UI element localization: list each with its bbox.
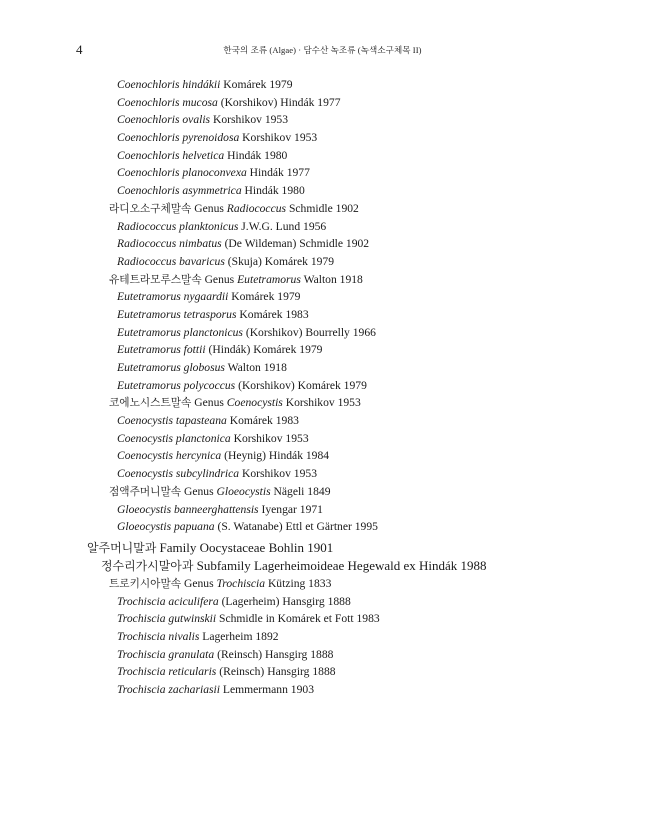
scientific-name: Eutetramorus polycoccus — [117, 378, 236, 392]
scientific-name: Radiococcus planktonicus — [117, 219, 239, 233]
korean-name: 알주머니말과 — [87, 540, 157, 555]
authority: (Reinsch) Hansgirg 1888 — [219, 665, 336, 679]
scientific-name: Trochiscia nivalis — [117, 629, 200, 643]
scientific-name: Coenocystis — [226, 396, 283, 410]
authority: Korshikov 1953 — [212, 113, 289, 127]
scientific-name: Trochiscia zachariasii — [117, 683, 220, 696]
species-entry — [0, 359, 645, 377]
scientific-name: Coenochloris asymmetrica — [117, 184, 242, 198]
subfamily-entry — [0, 557, 645, 575]
rank-label: Genus — [194, 396, 224, 410]
scientific-name: Trochiscia aciculifera — [117, 594, 219, 608]
authority: Korshikov 1953 — [242, 131, 318, 145]
korean-name: 정수리가시말아과 — [101, 558, 194, 573]
scientific-name: Eutetramorus fottii — [117, 343, 206, 357]
species-entry — [0, 593, 645, 611]
korean-name: 트로키시아말속 — [109, 576, 182, 590]
scientific-name: Trochiscia granulata — [117, 647, 215, 661]
scientific-name: Coenochloris helvetica — [117, 148, 225, 162]
scientific-name: Eutetramorus globosus — [117, 361, 225, 374]
korean-name: 코에노시스트말속 — [109, 396, 192, 410]
species-entry — [0, 341, 645, 359]
species-entry — [0, 288, 645, 306]
korean-name: 유테트라모루스말속 — [109, 272, 202, 286]
scientific-name: Trochiscia — [216, 576, 266, 590]
species-entry — [0, 324, 645, 342]
authority: Komárek 1979 — [231, 290, 301, 304]
authority: (Reinsch) Hansgirg 1888 — [217, 647, 334, 661]
rank-label: Subfamily — [196, 557, 251, 573]
scientific-name: Coenochloris ovalis — [117, 113, 211, 127]
authority: J.W.G. Lund 1956 — [241, 219, 327, 233]
scientific-name: Gloeocystis banneerghattensis — [117, 502, 259, 516]
family-entry — [0, 538, 645, 557]
species-entry — [0, 94, 645, 112]
scientific-name: Coenochloris planoconvexa — [117, 166, 247, 180]
species-entry — [0, 412, 645, 430]
authority: Hindák 1980 — [244, 184, 305, 198]
rank-label: Family — [159, 539, 197, 555]
taxon-list — [0, 76, 645, 699]
scientific-name: Eutetramorus tetrasporus — [117, 307, 237, 321]
authority: (Korshikov) Hindák 1977 — [220, 95, 341, 109]
page-number: 4 — [76, 42, 83, 57]
scientific-name: Coenochloris pyrenoidosa — [117, 131, 240, 145]
scientific-name: Eutetramorus nygaardii — [117, 290, 229, 304]
authority: Korshikov 1953 — [241, 467, 317, 481]
scientific-name: Coenocystis tapasteana — [117, 414, 227, 428]
scientific-name: Oocystaceae — [199, 539, 266, 555]
genus-entry — [0, 200, 645, 218]
species-entry — [0, 501, 645, 519]
running-header: 한국의 조류 (Algae) · 담수산 녹조류 (녹색소구체목 II) — [223, 45, 422, 55]
korean-name: 점액주머니말속 — [109, 484, 182, 498]
scientific-name: Coenochloris hindákii — [117, 78, 221, 91]
authority: Bohlin 1901 — [268, 539, 334, 555]
authority: Hindák 1980 — [227, 148, 288, 162]
species-entry — [0, 681, 645, 699]
authority: Kützing 1833 — [267, 576, 332, 590]
species-entry — [0, 253, 645, 271]
species-entry — [0, 218, 645, 236]
authority: Nägeli 1849 — [273, 484, 331, 498]
rank-label: Genus — [183, 576, 214, 590]
species-entry — [0, 628, 645, 646]
authority: Schmidle 1902 — [288, 201, 359, 215]
authority: Walton 1918 — [303, 272, 363, 286]
authority: (Heynig) Hindák 1984 — [224, 449, 330, 463]
authority: Komárek 1983 — [229, 414, 299, 428]
rank-label: Genus — [183, 484, 214, 498]
korean-name: 라디오소구체말속 — [109, 201, 192, 215]
scientific-name: Coenocystis hercynica — [117, 449, 222, 463]
scientific-name: Radiococcus bavaricus — [117, 254, 225, 268]
species-entry — [0, 76, 645, 94]
authority: (Hindák) Komárek 1979 — [208, 343, 323, 357]
scientific-name: Coenochloris mucosa — [117, 95, 218, 109]
scientific-name: Lagerheimoideae — [254, 557, 345, 573]
scientific-name: Eutetramorus planctonicus — [117, 325, 243, 339]
genus-entry — [0, 271, 645, 289]
scientific-name: Coenocystis subcylindrica — [117, 467, 240, 481]
rank-label: Genus — [194, 201, 224, 215]
authority: Lagerheim 1892 — [202, 629, 279, 643]
species-entry — [0, 182, 645, 200]
species-entry — [0, 147, 645, 165]
genus-entry — [0, 575, 645, 593]
scientific-name: Trochiscia gutwinskii — [117, 612, 217, 626]
scientific-name: Gloeocystis papuana — [117, 520, 215, 534]
authority: (Korshikov) Bourrelly 1966 — [245, 325, 376, 339]
species-entry — [0, 465, 645, 483]
species-entry — [0, 111, 645, 129]
authority: (Korshikov) Komárek 1979 — [238, 378, 367, 392]
authority: Walton 1918 — [227, 361, 287, 374]
species-entry — [0, 646, 645, 664]
scientific-name: Eutetramorus — [237, 272, 301, 286]
authority: (Skuja) Komárek 1979 — [227, 254, 335, 268]
rank-label: Genus — [204, 272, 235, 286]
authority: Schmidle in Komárek et Fott 1983 — [219, 612, 380, 626]
authority: Hegewald ex Hindák 1988 — [347, 557, 487, 573]
authority: (Lagerheim) Hansgirg 1888 — [221, 594, 351, 608]
species-entry — [0, 235, 645, 253]
species-entry — [0, 306, 645, 324]
species-entry — [0, 447, 645, 465]
authority: Komárek 1983 — [239, 307, 309, 321]
authority: Iyengar 1971 — [261, 502, 323, 516]
authority: (S. Watanabe) Ettl et Gärtner 1995 — [217, 520, 378, 534]
species-entry — [0, 430, 645, 448]
scientific-name: Radiococcus — [226, 201, 287, 215]
scientific-name: Coenocystis planctonica — [117, 431, 231, 445]
authority: Komárek 1979 — [223, 78, 293, 91]
species-entry — [0, 518, 645, 536]
scientific-name: Radiococcus nimbatus — [117, 237, 222, 251]
authority: Korshikov 1953 — [285, 396, 361, 410]
scientific-name: Gloeocystis — [216, 484, 271, 498]
genus-entry — [0, 394, 645, 412]
authority: Korshikov 1953 — [233, 431, 309, 445]
species-entry — [0, 610, 645, 628]
species-entry — [0, 377, 645, 395]
species-entry — [0, 663, 645, 681]
genus-entry — [0, 483, 645, 501]
species-entry — [0, 129, 645, 147]
species-entry — [0, 164, 645, 182]
scientific-name: Trochiscia reticularis — [117, 665, 217, 679]
authority: Hindák 1977 — [249, 166, 310, 180]
authority: Lemmermann 1903 — [222, 683, 314, 696]
authority: (De Wildeman) Schmidle 1902 — [224, 237, 370, 251]
